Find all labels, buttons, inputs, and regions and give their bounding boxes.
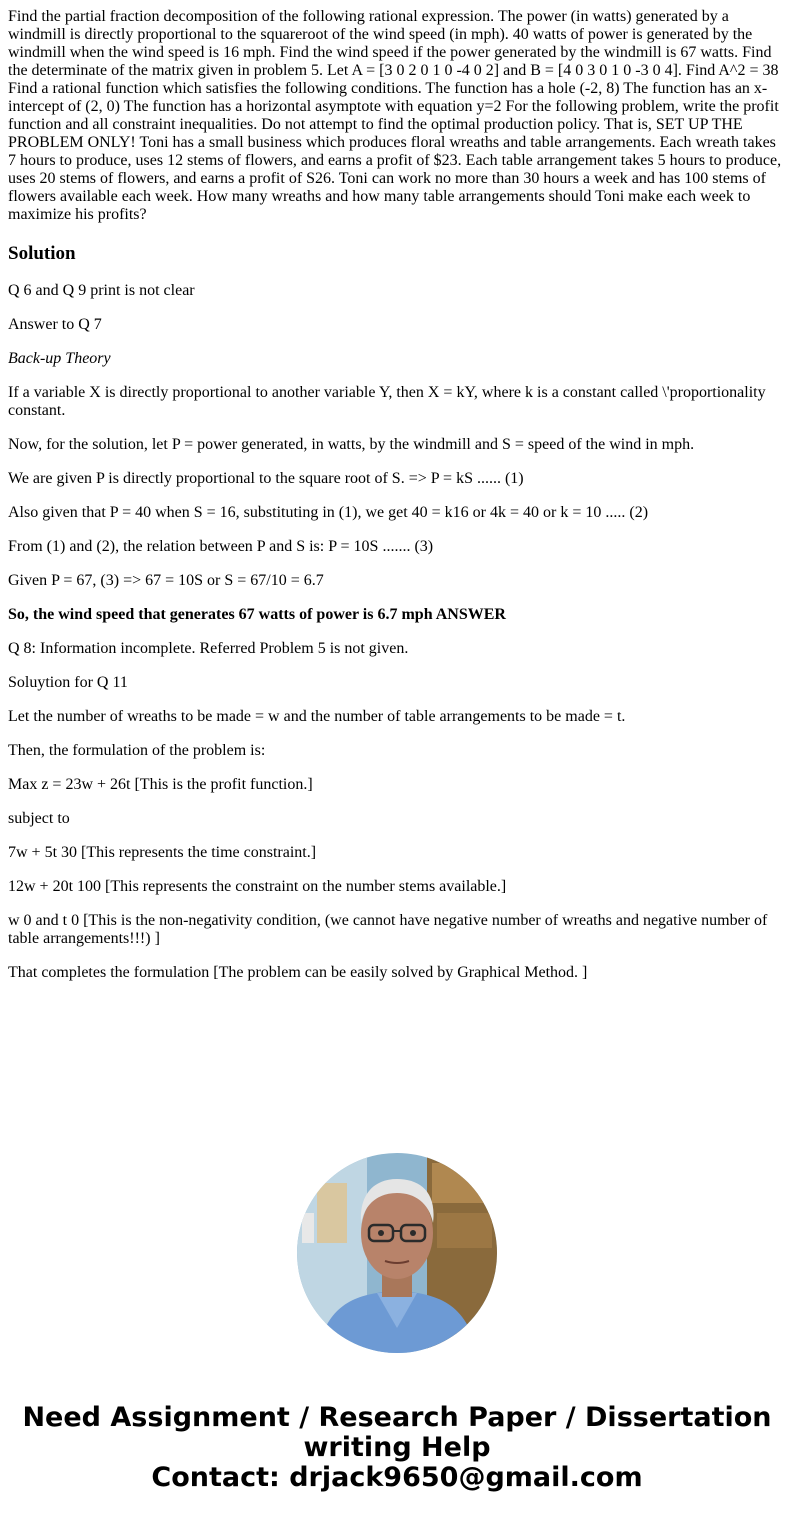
promo-line-2: writing Help <box>303 1432 491 1463</box>
question-text: Find the partial fraction decomposition of the following rational expression. The power (in watts) generated by a windmill is directly proportional to the squareroot of the wind speed (in mph). 40 watts of power is generated by the windmill when the wind speed is 16 mph. Find the wind speed if the power generated by the windmill is 67 watts. Find the determinate of the matrix given in problem 5. Let A = [3 0 2 0 1 0 -4 0 2] and B = [4 0 3 0 1 0 -3 0 4]. Find A^2 = 38 Find a rational function which satisfies the following conditions. The function has a hole (-2, 8) The function has an x-intercept of (2, 0) The function has a horizontal asymptote with equation y=2 For the following problem, write the profit function and all constraint inequalities. Do not attempt to find the optimal production policy. That is, SET UP THE PROBLEM ONLY! Toni has a small business which produces floral wreaths and table arrangements. Each wreath takes 7 hours to produce, uses 12 stems of flowers, and earns a profit of $23. Each table arrangement takes 5 hours to produce, uses 20 stems of flowers, and earns a profit of S26. Toni can work no more than 30 hours a week and has 100 stems of flowers available each week. How many wreaths and how many table arrangements should Toni make each week to maximize his profits? <box>8 8 782 223</box>
solution-paragraph: Then, the formulation of the problem is: <box>8 742 266 759</box>
conclusion-paragraph: That completes the formulation [The problem can be easily solved by Graphical Method. ] <box>8 964 588 981</box>
solution-paragraph: Also given that P = 40 when S = 16, substituting in (1), we get 40 = k16 or 4k = 40 or k = 10 ..... (2) <box>8 504 649 521</box>
answer-statement: So, the wind speed that generates 67 watts of power is 6.7 mph ANSWER <box>8 606 506 623</box>
solution-paragraph: Now, for the solution, let P = power generated, in watts, by the windmill and S = speed of the wind in mph. <box>8 436 695 453</box>
promo-footer <box>0 1403 794 1493</box>
theory-paragraph: If a variable X is directly proportional to another variable Y, then X = kY, where k is a constant called \'proportionality constant. <box>8 384 766 419</box>
profit-function: Max z = 23w + 26t [This is the profit function.] <box>8 776 313 793</box>
promo-line-1: Need Assignment / Research Paper / Dissertation <box>22 1402 772 1433</box>
solution-paragraph: Let the number of wreaths to be made = w and the number of table arrangements to be made = t. <box>8 708 626 725</box>
answer-q7-label: Answer to Q 7 <box>8 316 102 333</box>
subject-to: subject to <box>8 810 70 827</box>
backup-theory-label: Back-up Theory <box>8 350 111 367</box>
q11-label: Soluytion for Q 11 <box>8 674 128 691</box>
solution-paragraph: Given P = 67, (3) => 67 = 10S or S = 67/10 = 6.7 <box>8 572 324 589</box>
solution-paragraph: We are given P is directly proportional to the square root of S. => P = kS ...... (1) <box>8 470 524 487</box>
solution-paragraph: From (1) and (2), the relation between P and S is: P = 10S ....... (3) <box>8 538 434 555</box>
time-constraint: 7w + 5t 30 [This represents the time constraint.] <box>8 844 317 861</box>
promo-contact-email: Contact: drjack9650@gmail.com <box>151 1462 643 1493</box>
non-negativity-constraint: w 0 and t 0 [This is the non-negativity condition, (we cannot have negative number of wreaths and negative number of table arrangements!!!) ] <box>8 912 768 947</box>
note-print-unclear: Q 6 and Q 9 print is not clear <box>8 282 195 299</box>
solution-heading: Solution <box>8 243 76 264</box>
author-avatar <box>297 1153 497 1353</box>
q8-note: Q 8: Information incomplete. Referred Problem 5 is not given. <box>8 640 409 657</box>
author-photo-illustration <box>297 1153 497 1353</box>
stems-constraint: 12w + 20t 100 [This represents the constraint on the number stems available.] <box>8 878 507 895</box>
